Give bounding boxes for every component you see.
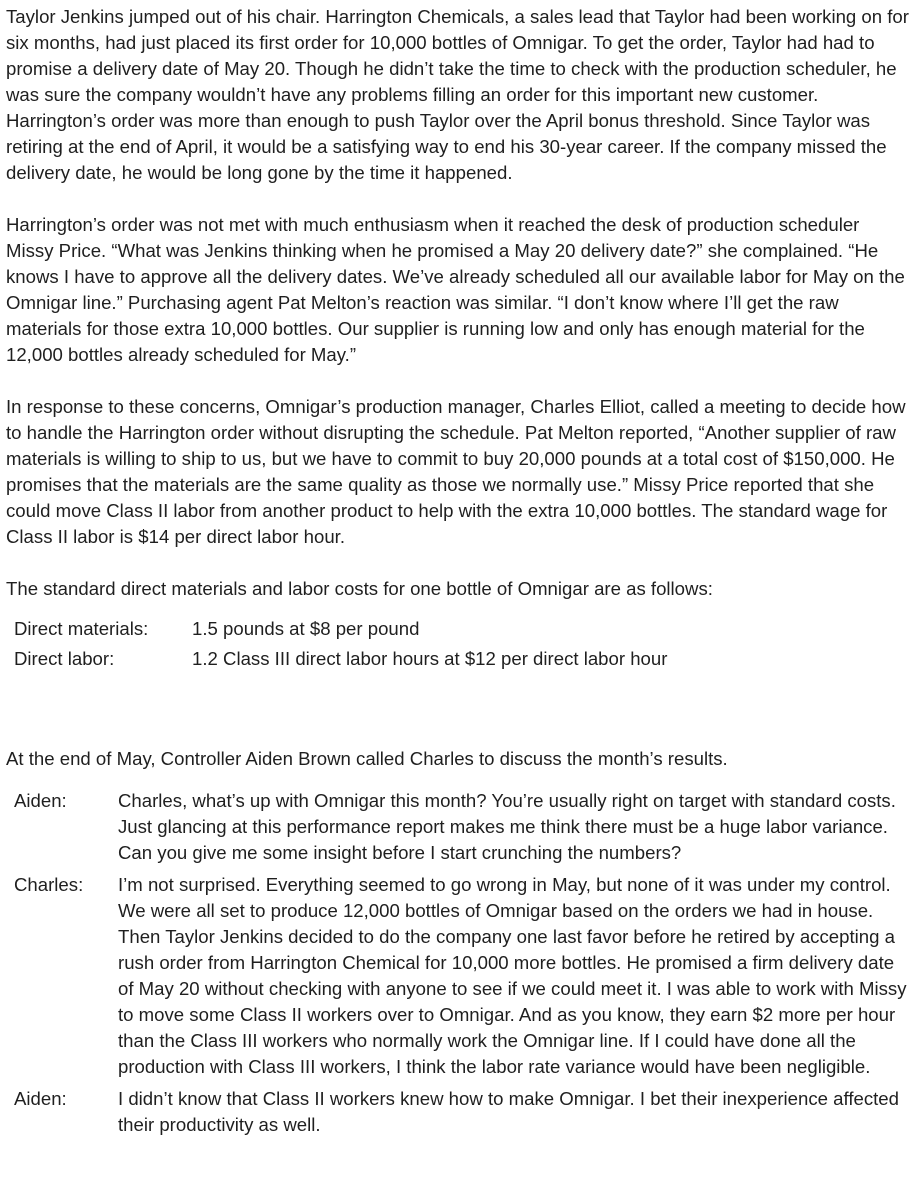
speaker-name: Aiden: <box>14 790 67 811</box>
speaker-name: Charles: <box>14 874 84 895</box>
cost-label: Direct labor: <box>14 648 115 669</box>
cost-value: 1.5 pounds at $8 per pound <box>192 618 420 639</box>
dialogue-text: I didn’t know that Class II workers knew how to make Omnigar. I bet their inexperience affected their productivity as well. <box>118 1088 899 1135</box>
dialogue-text: I’m not surprised. Everything seemed to go wrong in May, but none of it was under my control. We were all set to produce 12,000 bottles of Omnigar based on the orders we had in house. Then Taylor Jenkins decided to do the company one last favor before he retired by accepting a rush order from Harrington Chemical for 10,000 more bottles. He promised a firm delivery date of May 20 without checking with anyone to see if we could meet it. I was able to work with Missy to move some Class II workers over to Omnigar. And as you know, they earn $2 more per hour than the Class III workers who normally work the Omnigar line. If I could have done all the production with Class III workers, I think the labor rate variance would have been negligible. <box>118 874 907 1077</box>
dialogue-table <box>14 788 910 1144</box>
dialogue-line <box>14 872 910 1086</box>
cost-row-labor <box>14 646 667 676</box>
standard-cost-table <box>14 616 667 676</box>
paragraph-meeting: In response to these concerns, Omnigar’s production manager, Charles Elliot, called a meeting to decide how to handle the Harrington order without disrupting the schedule. Pat Melton reported, “Another supplier of raw materials is willing to ship to us, but we have to commit to buy 20,000 pounds at a total cost of $150,000. He promises that the materials are the same quality as those we normally use.” Missy Price reported that she could move Class II labor from another product to help with the extra 10,000 bottles. The standard wage for Class II labor is $14 per direct labor hour. <box>6 396 906 547</box>
cost-row-materials <box>14 616 667 646</box>
cost-label: Direct materials: <box>14 618 149 639</box>
speaker-name: Aiden: <box>14 1088 67 1109</box>
dialogue-line <box>14 1086 910 1144</box>
paragraph-standard-costs-intro: The standard direct materials and labor costs for one bottle of Omnigar are as follows: <box>6 578 713 599</box>
paragraph-dialogue-intro: At the end of May, Controller Aiden Brown called Charles to discuss the month’s results. <box>6 748 728 769</box>
dialogue-line <box>14 788 910 872</box>
dialogue-text: Charles, what’s up with Omnigar this month? You’re usually right on target with standard costs. Just glancing at this performance report makes me think there must be a huge labor variance. Can you give me some insight before I start crunching the numbers? <box>118 790 896 863</box>
paragraph-scheduler-reaction: Harrington’s order was not met with much enthusiasm when it reached the desk of production scheduler Missy Price. “What was Jenkins thinking when he promised a May 20 delivery date?” she complained. “He knows I have to approve all the delivery dates. We’ve already scheduled all our available labor for May on the Omnigar line.” Purchasing agent Pat Melton’s reaction was similar. “I don’t know where I’ll get the raw materials for those extra 10,000 bottles. Our supplier is running low and only has enough material for the 12,000 bottles already scheduled for May.” <box>6 214 905 365</box>
cost-value: 1.2 Class III direct labor hours at $12 per direct labor hour <box>192 648 668 669</box>
paragraph-taylor-order: Taylor Jenkins jumped out of his chair. Harrington Chemicals, a sales lead that Taylor had been working on for six months, had just placed its first order for 10,000 bottles of Omnigar. To get the order, Taylor had had to promise a delivery date of May 20. Though he didn’t take the time to check with the production scheduler, he was sure the company wouldn’t have any problems filling an order for this important new customer. Harrington’s order was more than enough to push Taylor over the April bonus threshold. Since Taylor was retiring at the end of April, it would be a satisfying way to end his 30-year career. If the company missed the delivery date, he would be long gone by the time it happened. <box>6 6 909 183</box>
